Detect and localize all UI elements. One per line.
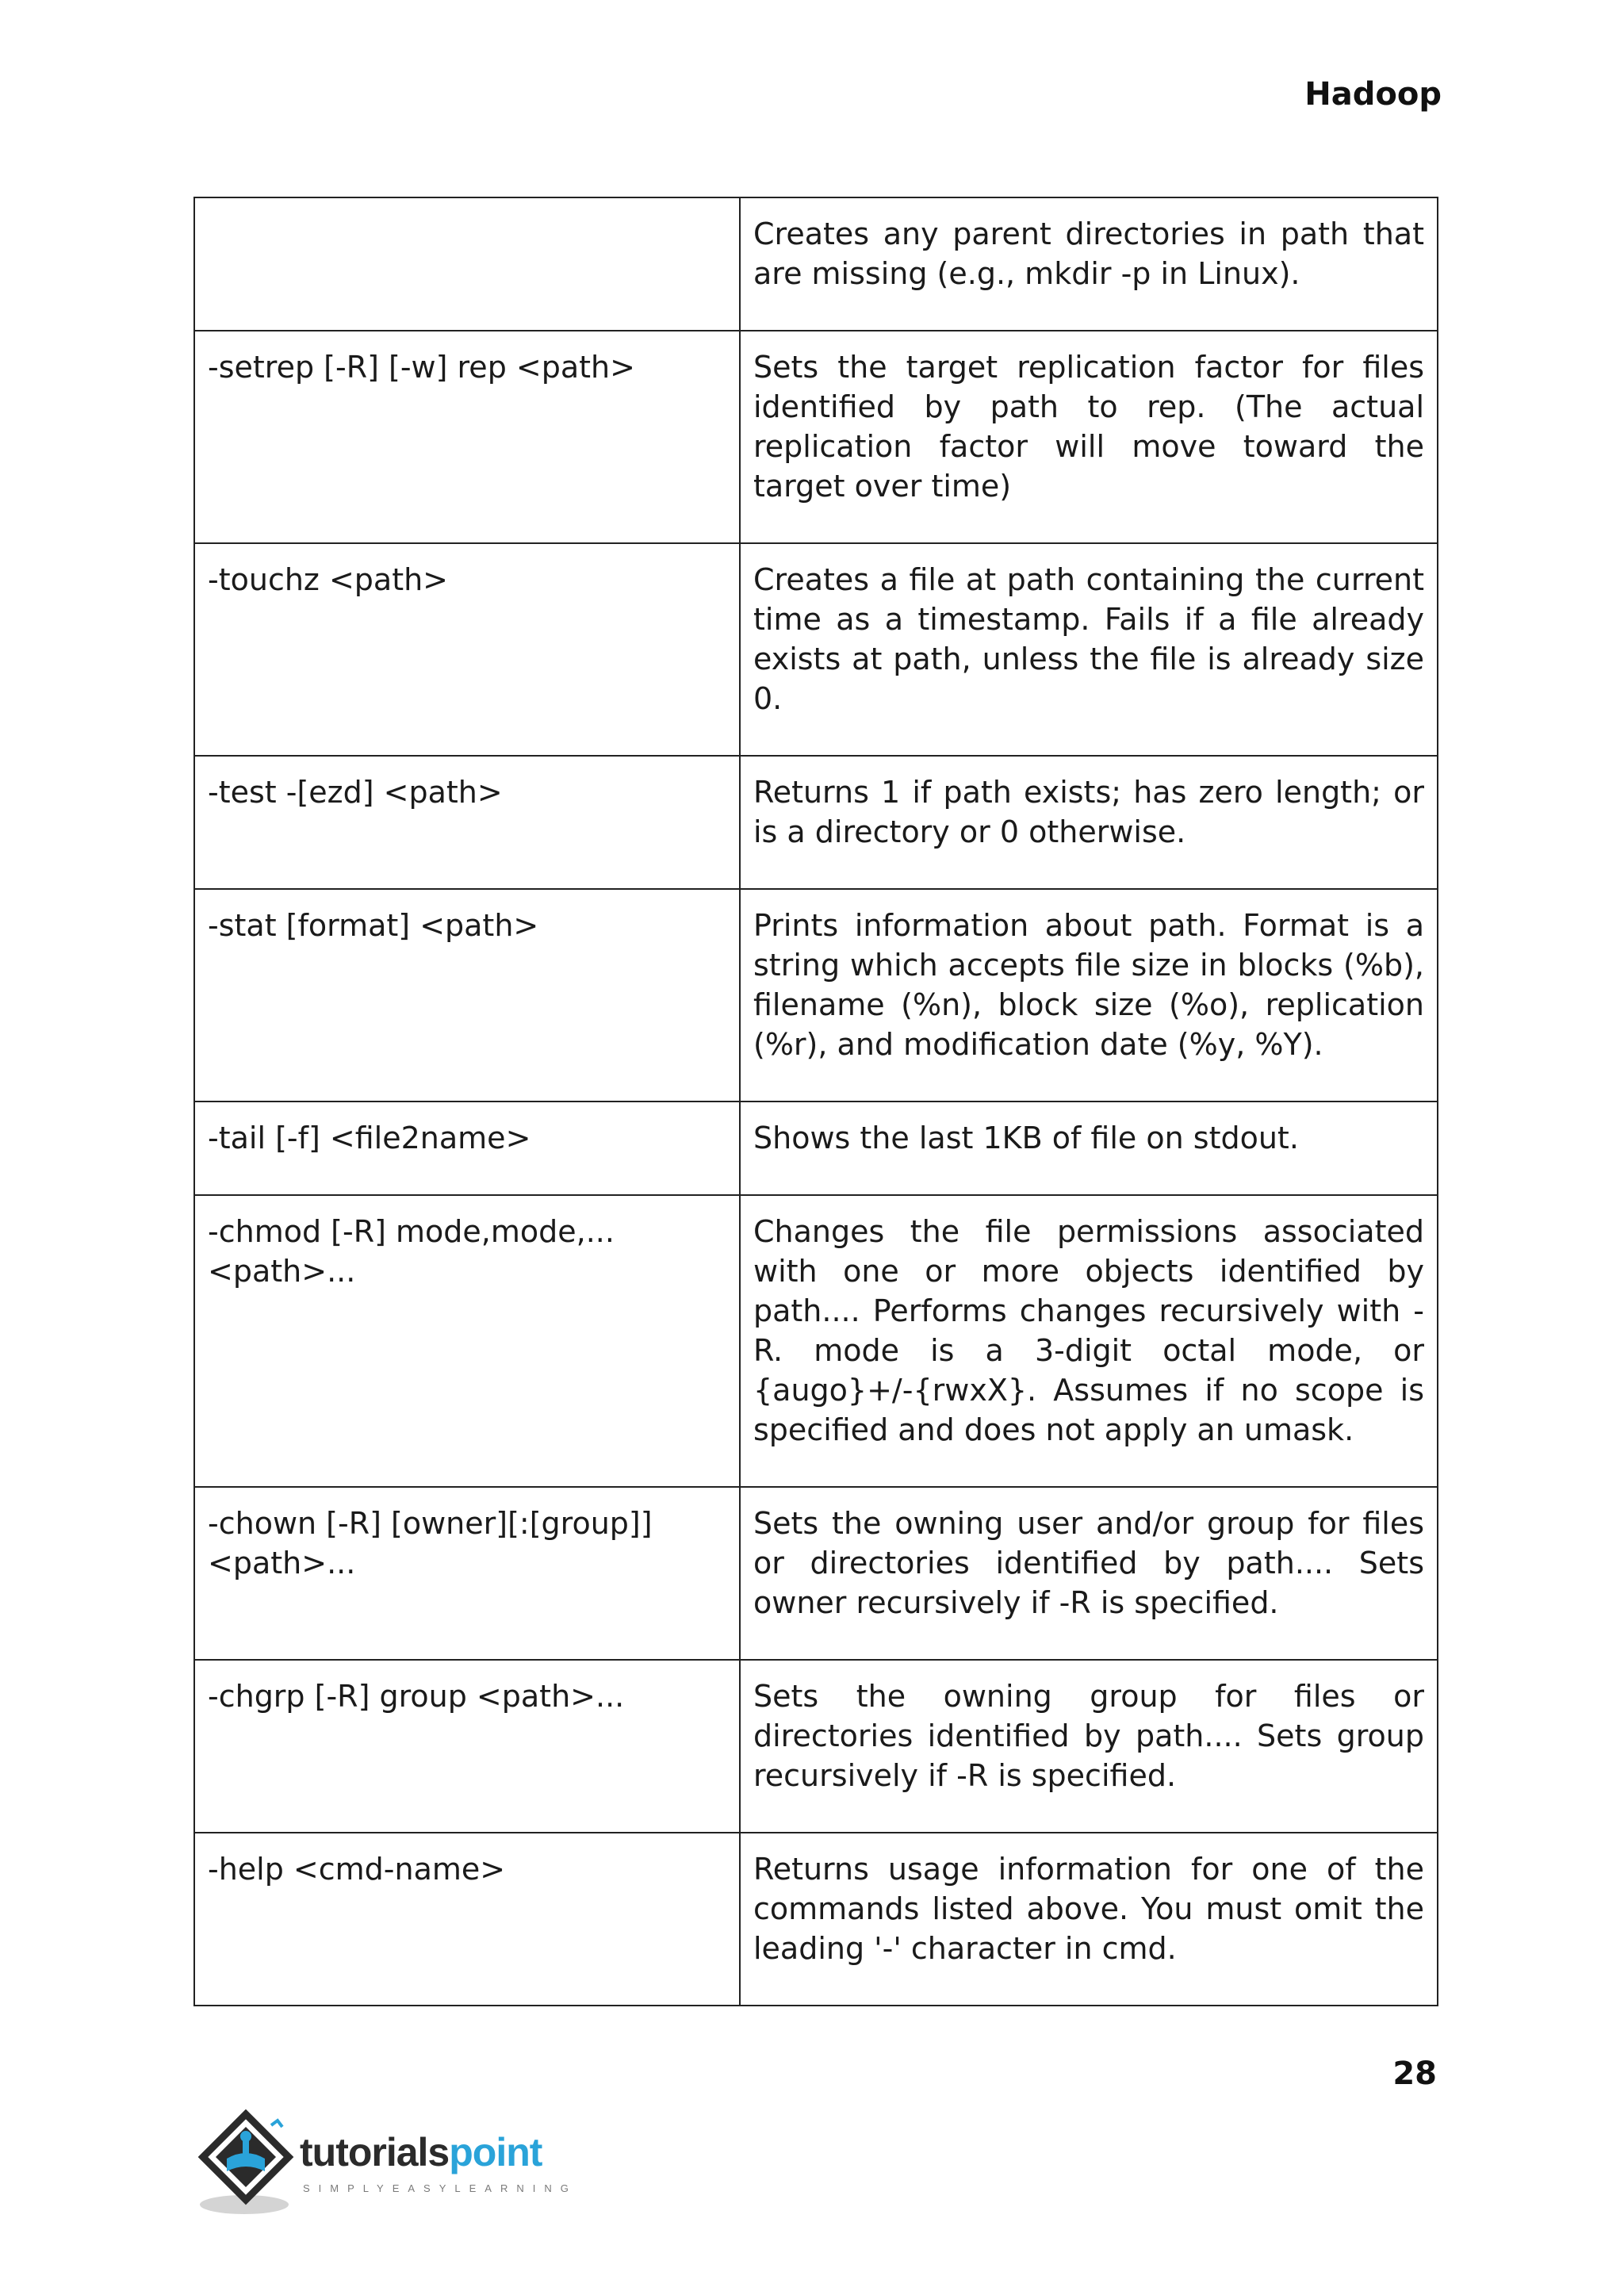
table-row [194, 1487, 1438, 1660]
description-cell: Returns 1 if path exists; has zero length; or is a directory or 0 otherwise. [740, 756, 1438, 889]
tutorialspoint-logo-icon [195, 2109, 298, 2220]
header-title: Hadoop [1304, 76, 1442, 113]
description-cell: Changes the file permissions associated with one or more objects identified by path.... Performs changes recursively with -R. mode is a 3-digit octal mode, or {augo}+/-{rwxX}. Assumes if no scope is specified and does not apply an umask. [740, 1195, 1438, 1487]
command-cell: -chown [-R] [owner][:[group]] <path>... [194, 1487, 740, 1660]
command-cell: -chgrp [-R] group <path>... [194, 1660, 740, 1833]
table-row [194, 1195, 1438, 1487]
command-cell: -tail [-f] <file2name> [194, 1102, 740, 1195]
logo-wordmark-part2: point [449, 2130, 542, 2174]
command-cell: -stat [format] <path> [194, 889, 740, 1102]
description-cell: Sets the target replication factor for files identified by path to rep. (The actual replication factor will move toward the target over time) [740, 331, 1438, 543]
logo-wordmark-part1: tutorials [300, 2130, 450, 2174]
command-cell: -test -[ezd] <path> [194, 756, 740, 889]
description-cell: Prints information about path. Format is a string which accepts file size in blocks (%b), filename (%n), block size (%o), replication (%r), and modification date (%y, %Y). [740, 889, 1438, 1102]
command-table [193, 197, 1438, 2006]
logo-wordmark [300, 2130, 542, 2174]
tutorialspoint-logo [195, 2109, 577, 2220]
command-cell: -touchz <path> [194, 543, 740, 756]
command-cell [194, 197, 740, 331]
command-cell: -setrep [-R] [-w] rep <path> [194, 331, 740, 543]
description-cell: Sets the owning group for files or directories identified by path.... Sets group recursively if -R is specified. [740, 1660, 1438, 1833]
page-number: 28 [1392, 2056, 1437, 2092]
description-cell: Creates a file at path containing the current time as a timestamp. Fails if a file already exists at path, unless the file is already size 0. [740, 543, 1438, 756]
table-row [194, 1660, 1438, 1833]
table-row [194, 1833, 1438, 2006]
description-cell: Sets the owning user and/or group for files or directories identified by path.... Sets owner recursively if -R is specified. [740, 1487, 1438, 1660]
table-row [194, 756, 1438, 889]
logo-tagline: SIMPLYEASYLEARNING [303, 2182, 577, 2194]
description-cell: Shows the last 1KB of file on stdout. [740, 1102, 1438, 1195]
description-cell: Returns usage information for one of the commands listed above. You must omit the leading '-' character in cmd. [740, 1833, 1438, 2006]
description-cell: Creates any parent directories in path that are missing (e.g., mkdir -p in Linux). [740, 197, 1438, 331]
command-cell: -help <cmd-name> [194, 1833, 740, 2006]
table-row [194, 1102, 1438, 1195]
command-cell: -chmod [-R] mode,mode,... <path>... [194, 1195, 740, 1487]
table-row [194, 889, 1438, 1102]
table-row [194, 331, 1438, 543]
table-row [194, 197, 1438, 331]
table-row [194, 543, 1438, 756]
